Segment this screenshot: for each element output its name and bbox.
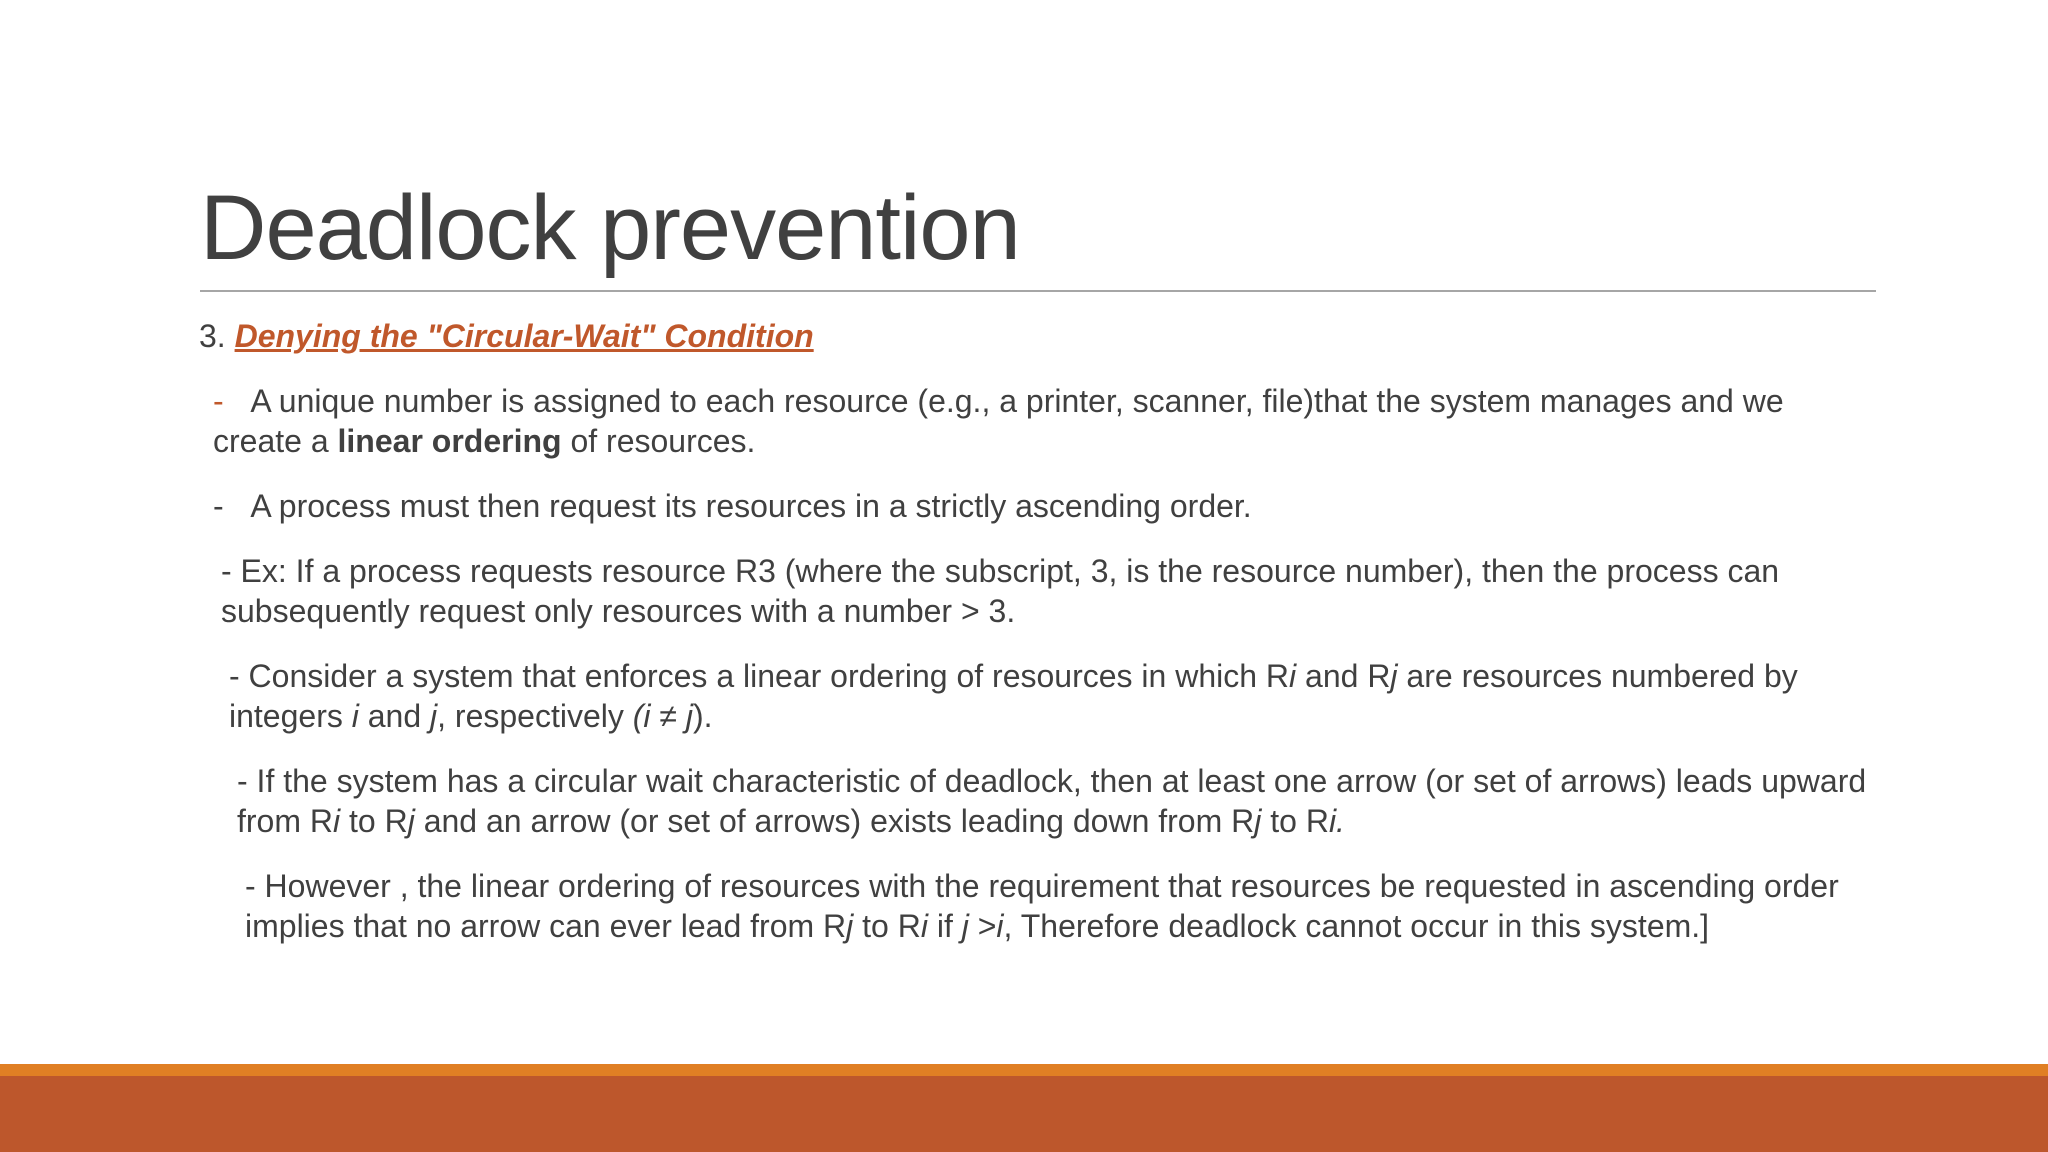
text-run: > (968, 908, 997, 944)
bullet-dash: - (213, 488, 224, 524)
bullet-text: A unique number is assigned to each resource (e.g., a printer, scanner, file)that the system manages and we create a (213, 383, 1784, 459)
bullet-example (199, 551, 1879, 631)
italic-var: j (846, 908, 854, 944)
footer-accent-band (0, 1064, 2048, 1076)
bullet-dash: - (213, 383, 224, 419)
bold-term: linear ordering (337, 423, 562, 459)
bullet-text: - Ex: If a process requests resource R3 (where the subscript, 3, is the resource number), then the process can subsequently request only resources with a number > 3. (221, 553, 1780, 629)
italic-var: i (920, 908, 928, 944)
italic-var: i (996, 908, 1004, 944)
italic-var: j (1254, 803, 1262, 839)
text-run: and an arrow (or set of arrows) exists leading down from R (414, 803, 1255, 839)
text-run: if (927, 908, 962, 944)
italic-var: j (407, 803, 415, 839)
slide-title: Deadlock prevention (200, 177, 1020, 279)
bullet-unique-number (199, 381, 1879, 461)
title-underline-divider (200, 290, 1876, 292)
text-run: are resources numbered by integers (229, 658, 1798, 734)
section-heading-link[interactable]: Denying the "Circular-Wait" Condition (234, 318, 814, 354)
bullet-consider-system (199, 656, 1879, 736)
text-run: and R (1296, 658, 1391, 694)
text-run: - However , the linear ordering of resources with the requirement that resources be requested in ascending order implies that no arrow can ever lead from R (245, 868, 1839, 944)
text-run: , respectively (437, 698, 633, 734)
text-run: - If the system has a circular wait characteristic of deadlock, then at least one arrow (or set of arrows) leads upward from R (237, 763, 1867, 839)
footer-band (0, 1076, 2048, 1152)
bullet-text: A process must then request its resources in a strictly ascending order. (250, 488, 1252, 524)
italic-var: i (351, 698, 359, 734)
text-run: , Therefore deadlock cannot occur in this system.] (1003, 908, 1710, 944)
bullet-however (199, 866, 1879, 946)
text-run: to R (1261, 803, 1329, 839)
bullet-ascending-order (199, 486, 1879, 526)
text-run: ). (692, 698, 713, 734)
section-number: 3. (199, 318, 235, 354)
italic-condition: (i ≠ j (632, 698, 693, 734)
italic-var: j (961, 908, 969, 944)
italic-var: j (430, 698, 438, 734)
italic-var: i. (1328, 803, 1345, 839)
bullet-circular-wait (199, 761, 1879, 841)
italic-var: i (1289, 658, 1297, 694)
section-heading (199, 316, 1879, 356)
text-run: and (358, 698, 431, 734)
slide-body (199, 316, 1879, 971)
text-run: - Consider a system that enforces a linear ordering of resources in which R (229, 658, 1290, 694)
italic-var: i (333, 803, 341, 839)
text-run: to R (340, 803, 408, 839)
italic-var: j (1390, 658, 1398, 694)
text-run: to R (853, 908, 921, 944)
bullet-text-end: of resources. (561, 423, 756, 459)
